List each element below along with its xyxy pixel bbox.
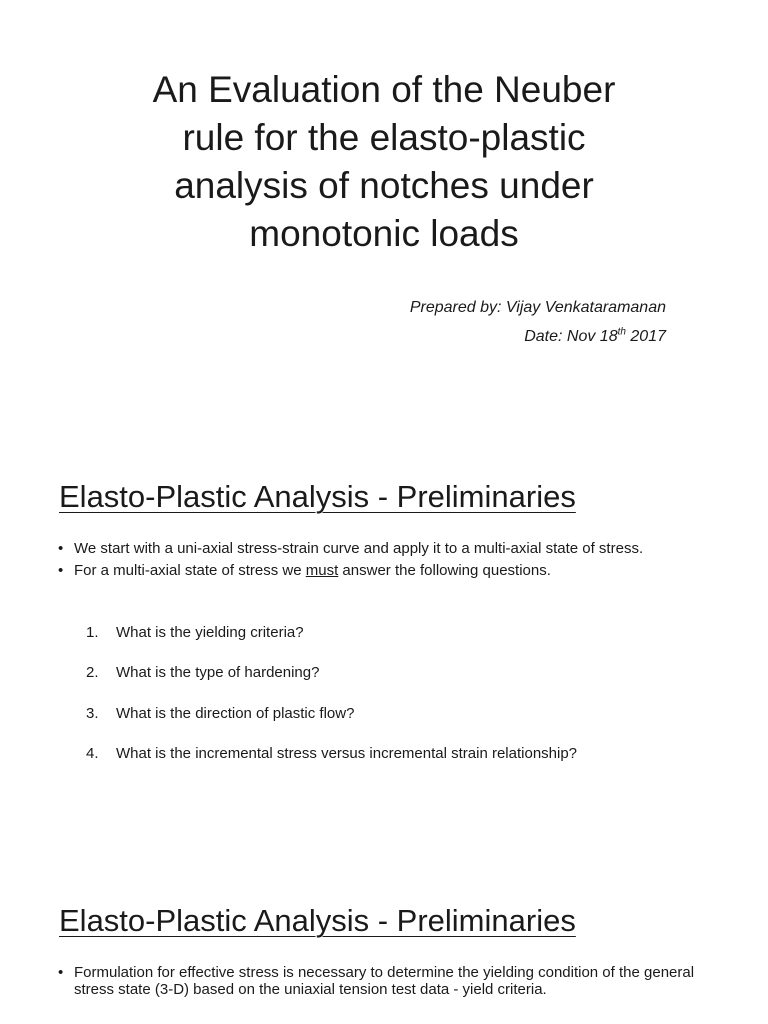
question-number: 3. [86,705,99,722]
question-text: What is the direction of plastic flow? [116,705,355,722]
question-number: 1. [86,624,99,641]
presentation-date [524,327,666,347]
presentation-title: An Evaluation of the Neuber rule for the elasto-plastic analysis of notches under monotonic loads [152,69,616,254]
bullet-item [58,562,708,579]
bullet-dot: • [58,562,64,579]
date-prefix: Date: Nov 18 [524,328,618,345]
bullet-dot: • [58,964,64,981]
bullet-list [58,964,708,1003]
prepared-by: Prepared by: Vijay Venkataramanan [409,299,666,316]
question-item [86,705,354,723]
bullet-text: We start with a uni-axial stress-strain curve and apply it to a multi-axial state of stress. [74,540,644,557]
bullet-item [58,540,708,557]
bullet-text-emphasis: must [305,562,339,579]
bullet-item [58,964,708,998]
bullet-text: Formulation for effective stress is necessary to determine the yielding condition of the general stress state (3-D) based on the uniaxial tension test data - yield criteria. [74,964,695,998]
question-number: 2. [86,664,99,681]
date-suffix: 2017 [625,328,666,345]
bullet-dot: • [58,540,64,557]
question-text: What is the incremental stress versus incremental strain relationship? [116,745,578,762]
bullet-text-post: answer the following questions. [338,562,551,579]
question-number: 4. [86,745,99,762]
bullet-text-pre: For a multi-axial state of stress we [74,562,306,579]
question-item [86,624,304,642]
bullet-list [58,540,708,584]
slide-heading: Elasto-Plastic Analysis - Preliminaries [59,903,576,938]
date-superscript: th [617,326,626,338]
title-slide [0,0,768,420]
question-text: What is the type of hardening? [116,664,320,681]
slide-heading: Elasto-Plastic Analysis - Preliminaries [59,479,576,514]
question-item [86,745,577,763]
question-text: What is the yielding criteria? [116,624,304,641]
question-item [86,664,319,682]
